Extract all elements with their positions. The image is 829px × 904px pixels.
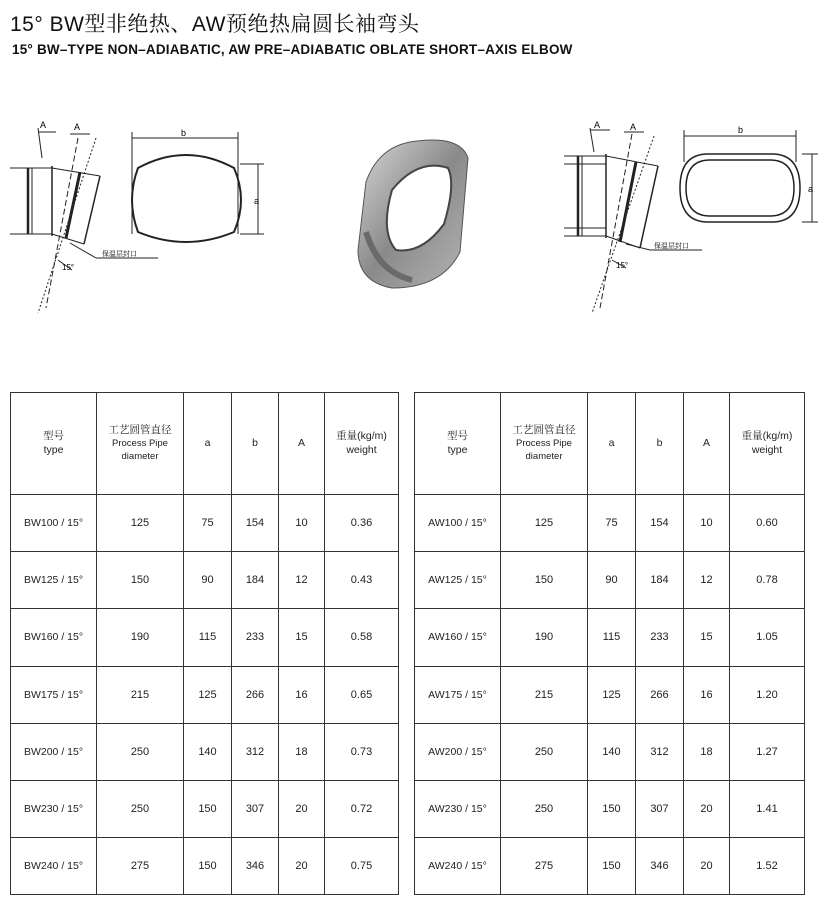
cell-A: 20: [279, 780, 325, 837]
cell-A: 18: [279, 723, 325, 780]
header-a: a: [184, 393, 232, 495]
table-row: [11, 780, 399, 837]
bw-side-label-angle: 15°: [62, 263, 75, 272]
table-row: [415, 780, 805, 837]
cell-b: 233: [636, 609, 684, 666]
cell-a: 90: [184, 552, 232, 609]
header-pipe-en2: diameter: [121, 451, 159, 463]
header-weight-cn: 重量(kg/m): [741, 430, 793, 443]
cell-A: 15: [279, 609, 325, 666]
cell-b: 312: [232, 723, 279, 780]
cell-a: 115: [184, 609, 232, 666]
header-b: b: [232, 393, 279, 495]
header-A: A: [279, 393, 325, 495]
cell-pipe-diameter: 275: [501, 838, 588, 895]
aw-section-label-a: a: [808, 184, 814, 194]
cell-b: 184: [636, 552, 684, 609]
table-row: [415, 609, 805, 666]
cell-weight: 0.78: [730, 552, 805, 609]
cell-a: 125: [184, 666, 232, 723]
cell-weight: 1.41: [730, 780, 805, 837]
cell-weight: 0.60: [730, 495, 805, 552]
cell-b: 307: [232, 780, 279, 837]
cell-pipe-diameter: 250: [97, 780, 184, 837]
cell-A: 20: [684, 780, 730, 837]
cell-b: 233: [232, 609, 279, 666]
table-row: [11, 838, 399, 895]
cell-b: 312: [636, 723, 684, 780]
cell-weight: 0.58: [325, 609, 399, 666]
header-type-cn: 型号: [447, 430, 468, 443]
cell-type: AW175 / 15°: [415, 666, 501, 723]
cell-type: AW230 / 15°: [415, 780, 501, 837]
cell-A: 16: [684, 666, 730, 723]
cell-type: AW200 / 15°: [415, 723, 501, 780]
cell-b: 266: [232, 666, 279, 723]
header-weight-en: weight: [346, 443, 377, 456]
aw-section-drawing: [678, 122, 826, 242]
cell-pipe-diameter: 275: [97, 838, 184, 895]
header-pipe-en1: Process Pipe: [112, 437, 168, 449]
cell-A: 20: [684, 838, 730, 895]
header-pipe: [501, 393, 588, 495]
aw-side-note: 保温层封口: [654, 243, 689, 250]
header-pipe-en1: Process Pipe: [516, 437, 572, 449]
table-row: [11, 723, 399, 780]
header-type: [11, 393, 97, 495]
cell-b: 154: [232, 495, 279, 552]
table-row: [415, 552, 805, 609]
cell-weight: 0.36: [325, 495, 399, 552]
cell-a: 115: [588, 609, 636, 666]
cell-A: 12: [684, 552, 730, 609]
cell-pipe-diameter: 150: [97, 552, 184, 609]
header-pipe-en2: diameter: [525, 451, 563, 463]
header-type: [415, 393, 501, 495]
table-row: [415, 495, 805, 552]
cell-pipe-diameter: 215: [501, 666, 588, 723]
cell-A: 18: [684, 723, 730, 780]
cell-weight: 1.05: [730, 609, 805, 666]
cell-pipe-diameter: 250: [501, 780, 588, 837]
cell-A: 20: [279, 838, 325, 895]
bw-side-label-A2: A: [74, 122, 81, 132]
aw-section-label-b: b: [738, 125, 744, 135]
cell-A: 15: [684, 609, 730, 666]
cell-type: BW230 / 15°: [11, 780, 97, 837]
cell-a: 90: [588, 552, 636, 609]
cell-b: 346: [636, 838, 684, 895]
header-A: A: [684, 393, 730, 495]
cell-a: 75: [588, 495, 636, 552]
header-pipe-cn: 工艺圆管直径: [512, 423, 576, 436]
cell-a: 140: [184, 723, 232, 780]
header-weight-en: weight: [751, 443, 783, 456]
cell-type: BW125 / 15°: [11, 552, 97, 609]
cell-weight: 1.20: [730, 666, 805, 723]
aw-side-label-angle: 15°: [616, 261, 629, 270]
bw-spec-table: [10, 392, 399, 895]
cell-b: 266: [636, 666, 684, 723]
header-weight: [325, 393, 399, 495]
cell-weight: 1.52: [730, 838, 805, 895]
page-title-en: 15° BW–TYPE NON–ADIABATIC, AW PRE–ADIABATIC OBLATE SHORT–AXIS ELBOW: [12, 42, 573, 57]
cell-type: BW160 / 15°: [11, 609, 97, 666]
cell-type: BW200 / 15°: [11, 723, 97, 780]
aw-side-label-A2: A: [630, 122, 637, 132]
header-type-en: type: [447, 443, 468, 456]
elbow-product-image: [352, 132, 476, 300]
cell-pipe-diameter: 215: [97, 666, 184, 723]
cell-weight: 0.75: [325, 838, 399, 895]
cell-a: 140: [588, 723, 636, 780]
cell-b: 346: [232, 838, 279, 895]
table-row: [11, 666, 399, 723]
cell-type: BW175 / 15°: [11, 666, 97, 723]
cell-weight: 0.73: [325, 723, 399, 780]
bw-side-label-A1: A: [40, 120, 47, 130]
cell-type: AW100 / 15°: [415, 495, 501, 552]
cell-weight: 0.43: [325, 552, 399, 609]
cell-weight: 1.27: [730, 723, 805, 780]
bw-side-note: 保温层封口: [102, 251, 137, 258]
header-type-cn: 型号: [43, 430, 64, 443]
bw-header-row: [11, 393, 399, 495]
header-b: b: [636, 393, 684, 495]
cell-type: AW160 / 15°: [415, 609, 501, 666]
cell-a: 75: [184, 495, 232, 552]
cell-a: 150: [184, 780, 232, 837]
cell-pipe-diameter: 250: [97, 723, 184, 780]
cell-pipe-diameter: 190: [501, 609, 588, 666]
cell-a: 125: [588, 666, 636, 723]
cell-A: 10: [684, 495, 730, 552]
cell-pipe-diameter: 150: [501, 552, 588, 609]
cell-type: AW240 / 15°: [415, 838, 501, 895]
page-title-cn: 15° BW型非绝热、AW预绝热扁圆长袖弯头: [10, 13, 420, 36]
cell-pipe-diameter: 190: [97, 609, 184, 666]
aw-spec-table: [414, 392, 805, 895]
cell-weight: 0.65: [325, 666, 399, 723]
header-a: a: [588, 393, 636, 495]
table-row: [415, 838, 805, 895]
cell-a: 150: [588, 838, 636, 895]
cell-type: BW240 / 15°: [11, 838, 97, 895]
header-pipe: [97, 393, 184, 495]
header-weight: [730, 393, 805, 495]
header-type-en: type: [43, 443, 64, 456]
cell-a: 150: [184, 838, 232, 895]
bw-section-label-a: a: [254, 196, 260, 206]
table-row: [11, 552, 399, 609]
table-row: [11, 609, 399, 666]
cell-pipe-diameter: 125: [97, 495, 184, 552]
header-pipe-cn: 工艺圆管直径: [108, 423, 172, 436]
cell-type: AW125 / 15°: [415, 552, 501, 609]
cell-b: 184: [232, 552, 279, 609]
cell-A: 16: [279, 666, 325, 723]
header-weight-cn: 重量(kg/m): [336, 430, 387, 443]
cell-A: 10: [279, 495, 325, 552]
table-row: [415, 723, 805, 780]
cell-a: 150: [588, 780, 636, 837]
cell-A: 12: [279, 552, 325, 609]
cell-b: 307: [636, 780, 684, 837]
bw-section-label-b: b: [181, 128, 187, 138]
cell-type: BW100 / 15°: [11, 495, 97, 552]
bw-section-drawing: [124, 124, 274, 254]
cell-pipe-diameter: 125: [501, 495, 588, 552]
aw-header-row: [415, 393, 805, 495]
cell-weight: 0.72: [325, 780, 399, 837]
cell-b: 154: [636, 495, 684, 552]
table-row: [11, 495, 399, 552]
table-row: [415, 666, 805, 723]
aw-side-label-A1: A: [594, 120, 601, 130]
cell-pipe-diameter: 250: [501, 723, 588, 780]
